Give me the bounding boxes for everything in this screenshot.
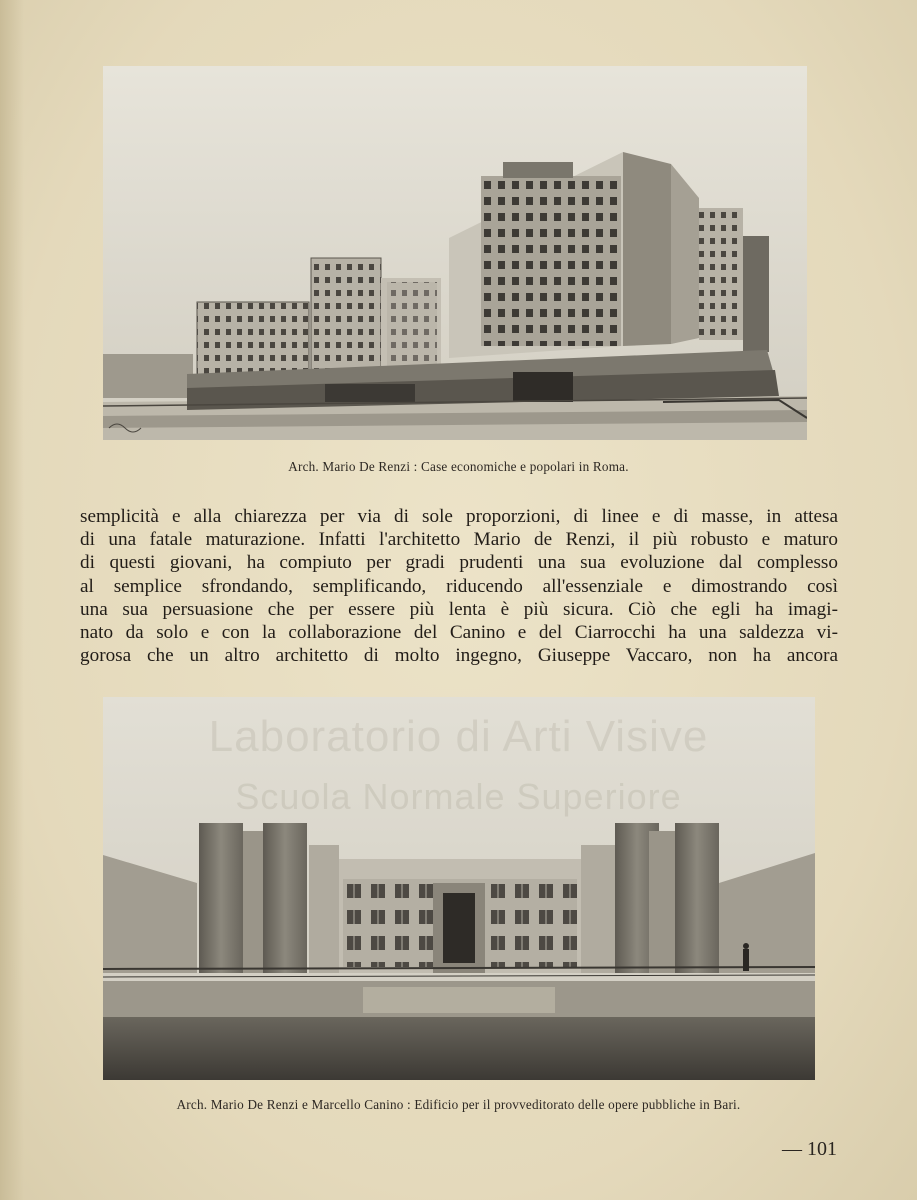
body-line-6: nato da solo e con la collaborazione del Canino e del Ciarrocchi ha una saldezza vi-: [80, 621, 838, 643]
body-line-5: una sua persuasione che per essere più lenta è più sicura. Ciò che egli ha imagi-: [80, 598, 838, 620]
public-building-drawing: [103, 697, 815, 1080]
body-line-4: al semplice sfrondando, semplificando, riducendo all'essenziale e dimostrando così: [80, 575, 838, 597]
housing-blocks-drawing: [103, 66, 807, 440]
body-line-1: semplicità e alla chiarezza per via di sole proporzioni, di linee e di masse, in attesa: [80, 506, 838, 527]
page-number: — 101: [782, 1138, 837, 1160]
illustration-case-economiche-roma: [103, 66, 807, 440]
illustration-provveditorato-bari: [103, 697, 815, 1080]
caption-top-figure: Arch. Mario De Renzi : Case economiche e popolari in Roma.: [288, 459, 629, 474]
body-line-7: gorosa che un altro architetto di molto ingegno, Giuseppe Vaccaro, non ha ancora: [80, 645, 838, 667]
article-body-text: [80, 505, 838, 667]
body-line-2: di una fatale maturazione. Infatti l'architetto Mario de Renzi, il più robusto e maturo: [80, 529, 838, 551]
caption-bottom-figure: Arch. Mario De Renzi e Marcello Canino : Edificio per il provveditorato delle opere pubbliche in Bari.: [176, 1097, 741, 1112]
body-line-3: di questi giovani, ha compiuto per gradi prudenti una sua evoluzione dal complesso: [80, 552, 838, 574]
page-gutter-shadow: [0, 0, 24, 1200]
